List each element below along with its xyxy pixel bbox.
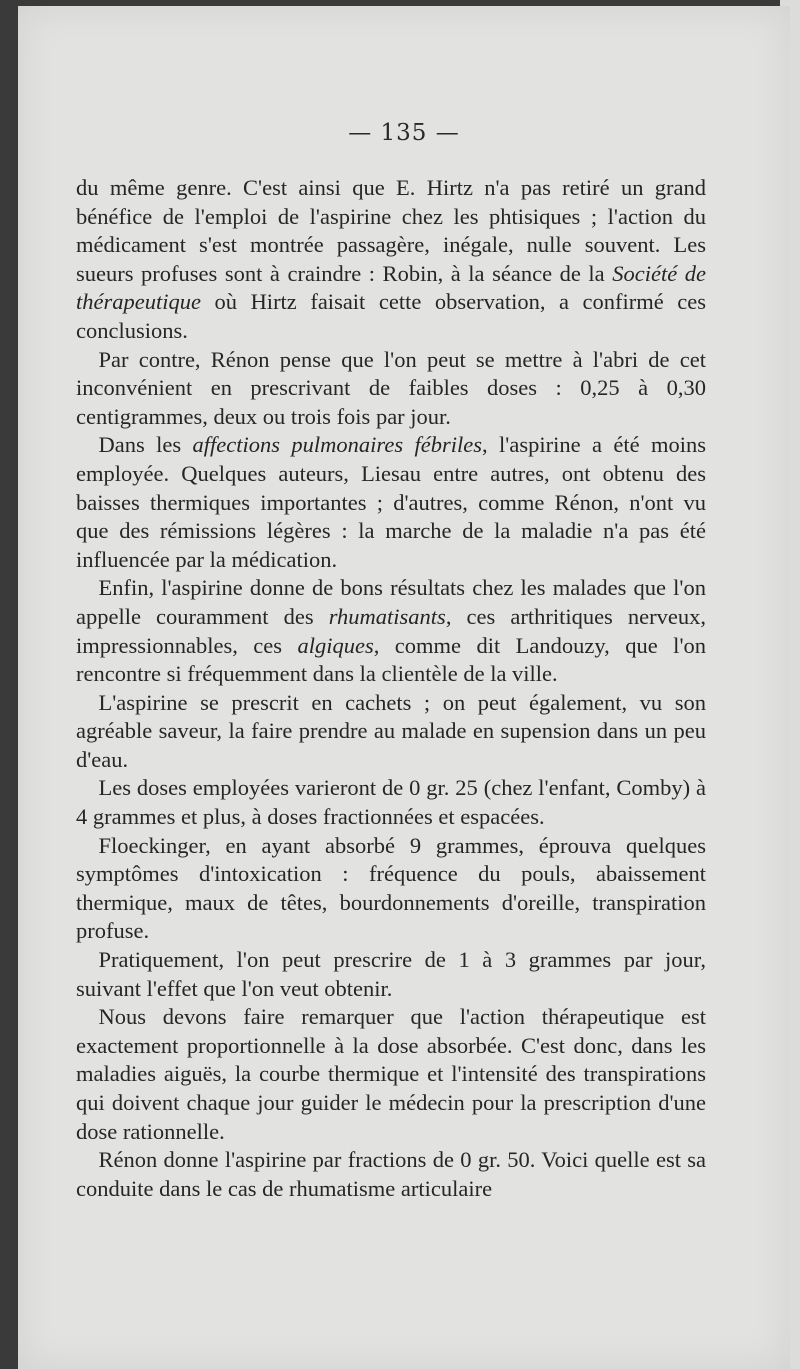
italic-text: rhumatisants (328, 603, 446, 629)
paragraph-text: Nous devons faire remarquer que l'action thérapeutique est exactement proportionnelle à la dose absorbée. C'est donc, dans les maladies aiguës, la courbe thermique et l'intensité des transpirations qui doivent chaque jour guider le médecin pour la prescription d'une dose rationnelle. (76, 1004, 706, 1144)
paragraph-text: , comme dit Landouzy, que l'on rencontre si fréquemment dans la clientèle de la ville. (76, 632, 706, 687)
paragraph-3 (76, 431, 706, 574)
paragraph-2 (76, 346, 706, 432)
book-page (18, 6, 790, 1369)
paragraph-text: Rénon donne l'aspirine par fractions de 0 gr. 50. Voici quelle est sa conduite dans le cas de rhumatisme articulaire (76, 1147, 706, 1201)
paragraph-text: L'aspirine se prescrit en cachets ; on peut également, vu son agréable saveur, la faire prendre au malade en supension dans un peu d'eau. (76, 689, 706, 772)
paragraph-text: Les doses employées varieront de 0 gr. 25 (chez l'enfant, Comby) à 4 grammes et plus, à doses fractionnées et espacées. (76, 775, 706, 830)
paragraph-text: du même genre. C'est ainsi que E. Hirtz n'a pas retiré un grand bénéfice de l'emploi de l'aspirine chez les phtisiques ; l'action du médicament s'est montrée passagère, inégale, nulle souvent. Les sueurs profuses sont à craindre : Robin, à la séance de la (76, 175, 706, 286)
paragraph-text: Enfin, l'aspirine donne de bons résultats chez les malades que l'on appelle couramment des (76, 575, 706, 629)
paragraph-8 (76, 946, 706, 1003)
paragraph-text: , l'aspirine a été moins employée. Quelques auteurs, Liesau entre autres, ont obtenu des baisses thermiques importantes ; d'autres, comme Rénon, n'ont vu que des rémissions légères : la marche de la maladie n'a pas été influencée par la médication. (76, 432, 706, 572)
paragraph-4 (76, 574, 706, 688)
paragraph-text: Par contre, Rénon pense que l'on peut se mettre à l'abri de cet inconvénient en prescrivant de faibles doses : 0,25 à 0,30 centigrammes, deux ou trois fois par jour. (76, 346, 706, 429)
italic-text: Société de thérapeutique (76, 260, 706, 315)
paragraph-text: Pratiquement, l'on peut prescrire de 1 à 3 grammes par jour, suivant l'effet que l'on veut obtenir. (76, 947, 706, 1001)
italic-text: algiques (297, 632, 374, 658)
paragraph-6 (76, 774, 706, 831)
paragraph-7 (76, 832, 706, 946)
paragraph-text: , ces arthritiques nerveux, impressionnables, ces (76, 603, 706, 658)
paragraph-text: Dans les (98, 432, 193, 458)
paragraph-10 (76, 1146, 706, 1203)
page-number: — 135 — (348, 120, 460, 146)
body-text (76, 174, 706, 1203)
paragraph-5 (76, 689, 706, 775)
paragraph-text: Floeckinger, en ayant absorbé 9 grammes, éprouva quelques symptômes d'intoxication : fréquence du pouls, abaissement thermique, maux de têtes, bourdonnements d'oreille, transpiration profuse. (76, 832, 706, 944)
paragraph-1 (76, 174, 706, 346)
paragraph-9 (76, 1003, 706, 1146)
paragraph-text: où Hirtz faisait cette observation, a confirmé ces conclusions. (76, 289, 706, 343)
italic-text: affections pulmonaires fébriles (192, 432, 482, 458)
